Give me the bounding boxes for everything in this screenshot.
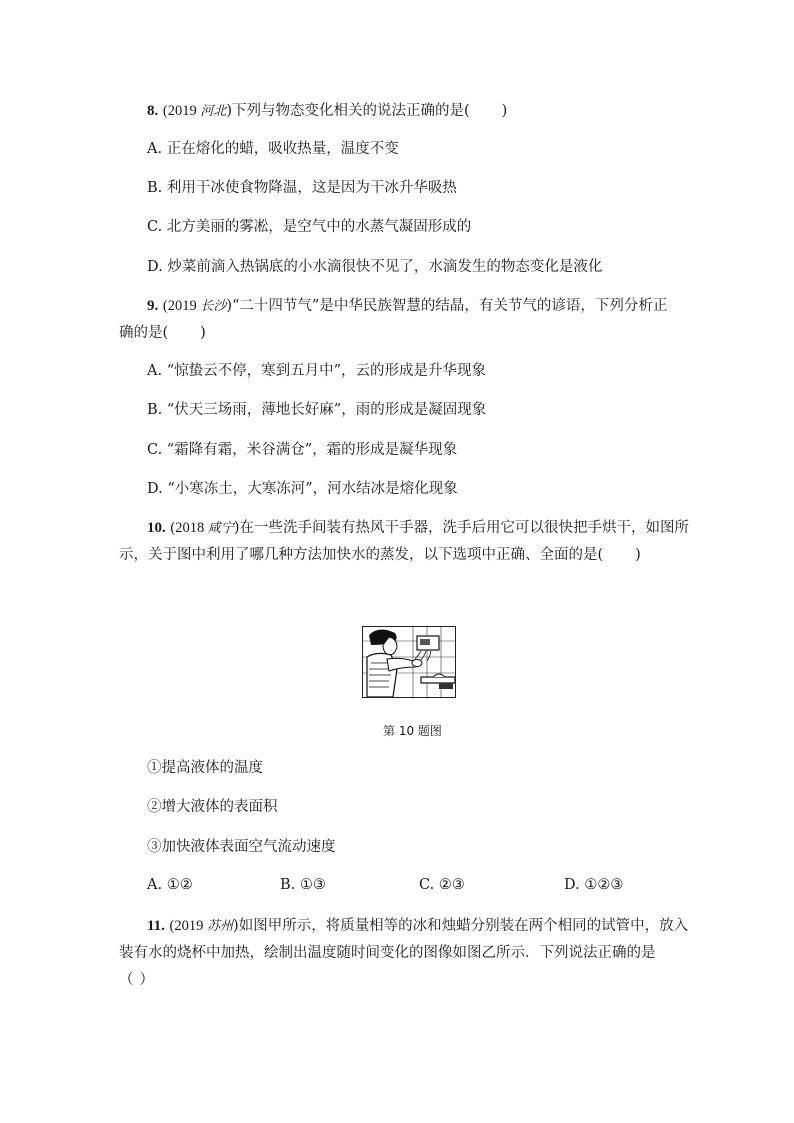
q11-stem-text-1: )如图甲所示，将质量相等的冰和烛蜡分别装在两个相同的试管中，放入 <box>233 918 689 934</box>
q8-option-d: D. 炒菜前滴入热锅底的小水滴很快不见了，水滴发生的物态变化是液化 <box>147 259 603 275</box>
q9-option-d: D. “小寒冻土，大寒冻河”，河水结冰是熔化现象 <box>147 481 458 497</box>
q10-source-place: 咸宁 <box>207 521 234 536</box>
q10-stem-text-2: 示，关于图中利用了哪几种方法加快水的蒸发，以下选项中正确、全面的是( <box>119 547 604 563</box>
q9-bracket-close: ) <box>200 325 206 341</box>
q11-source-year: (2019 <box>169 918 208 934</box>
q9-stem-text-2: 确的是( <box>119 325 169 341</box>
q10-stem-line1 <box>147 518 689 539</box>
q10-choice-c: C. ②③ <box>419 877 465 893</box>
q9-option-b: B. “伏天三场雨，薄地长好麻”，雨的形成是凝固现象 <box>147 402 487 418</box>
q9-source-year: (2019 <box>162 298 201 314</box>
q10-statement-1: ①提高液体的温度 <box>147 760 263 776</box>
q10-number: 10. <box>147 520 166 536</box>
q11-source-place: 苏州 <box>207 919 234 934</box>
q8-stem-text: )下列与物态变化相关的说法正确的是( <box>226 103 470 119</box>
q8-option-b: B. 利用干冰使食物降温，这是因为干冰升华吸热 <box>147 180 457 196</box>
q10-choice-d: D. ①②③ <box>564 877 624 893</box>
q8-stem <box>147 101 507 122</box>
q10-bracket-close: ) <box>635 547 641 563</box>
q10-choices <box>0 877 794 897</box>
q8-option-c: C. 北方美丽的雾凇，是空气中的水蒸气凝固形成的 <box>147 219 472 235</box>
q9-option-c: C. “霜降有霜，米谷满仓”，霜的形成是凝华现象 <box>147 442 458 458</box>
q8-number: 8. <box>147 103 159 119</box>
q10-stem-text-1: )在一些洗手间装有热风干手器，洗手后用它可以很快把手烘干，如图所 <box>233 520 689 536</box>
q9-stem-text-1: )“二十四节气”是中华民族智慧的结晶，有关节气的谚语，下列分析正 <box>226 298 668 314</box>
q8-bracket-close: ) <box>501 103 508 119</box>
hand-dryer-drawing <box>363 627 455 697</box>
q9-number: 9. <box>147 298 159 314</box>
figure-caption: 第 10 题图 <box>383 724 442 738</box>
q11-stem-line3 <box>119 970 154 990</box>
q8-source-place: 河北 <box>200 104 227 119</box>
q8-source-year: (2019 <box>162 103 201 119</box>
q8-option-a: A. 正在熔化的蜡，吸收热量，温度不变 <box>147 141 399 157</box>
q9-stem-line2 <box>119 323 206 343</box>
q11-bracket-close: ） <box>139 972 154 988</box>
hand-dryer-illustration <box>362 626 456 698</box>
q10-statement-2: ②增大液体的表面积 <box>147 799 278 815</box>
q10-choice-b: B. ①③ <box>280 877 326 893</box>
q10-stem-line2 <box>119 545 641 565</box>
q11-bracket-open: （ <box>119 972 134 988</box>
q11-stem-line2: 装有水的烧杯中加热，绘制出温度随时间变化的图像如图乙所示．下列说法正确的是 <box>119 945 656 961</box>
q11-stem-line1 <box>147 916 688 937</box>
q10-source-year: (2018 <box>170 520 208 536</box>
q10-choice-a: A. ①② <box>147 877 193 893</box>
q10-statement-3: ③加快液体表面空气流动速度 <box>147 839 336 855</box>
q9-source-place: 长沙 <box>200 299 227 314</box>
q9-option-a: A. “惊蛰云不停，寒到五月中”，云的形成是升华现象 <box>147 363 487 379</box>
q9-stem-line1 <box>147 296 667 317</box>
q11-number: 11. <box>147 918 165 934</box>
